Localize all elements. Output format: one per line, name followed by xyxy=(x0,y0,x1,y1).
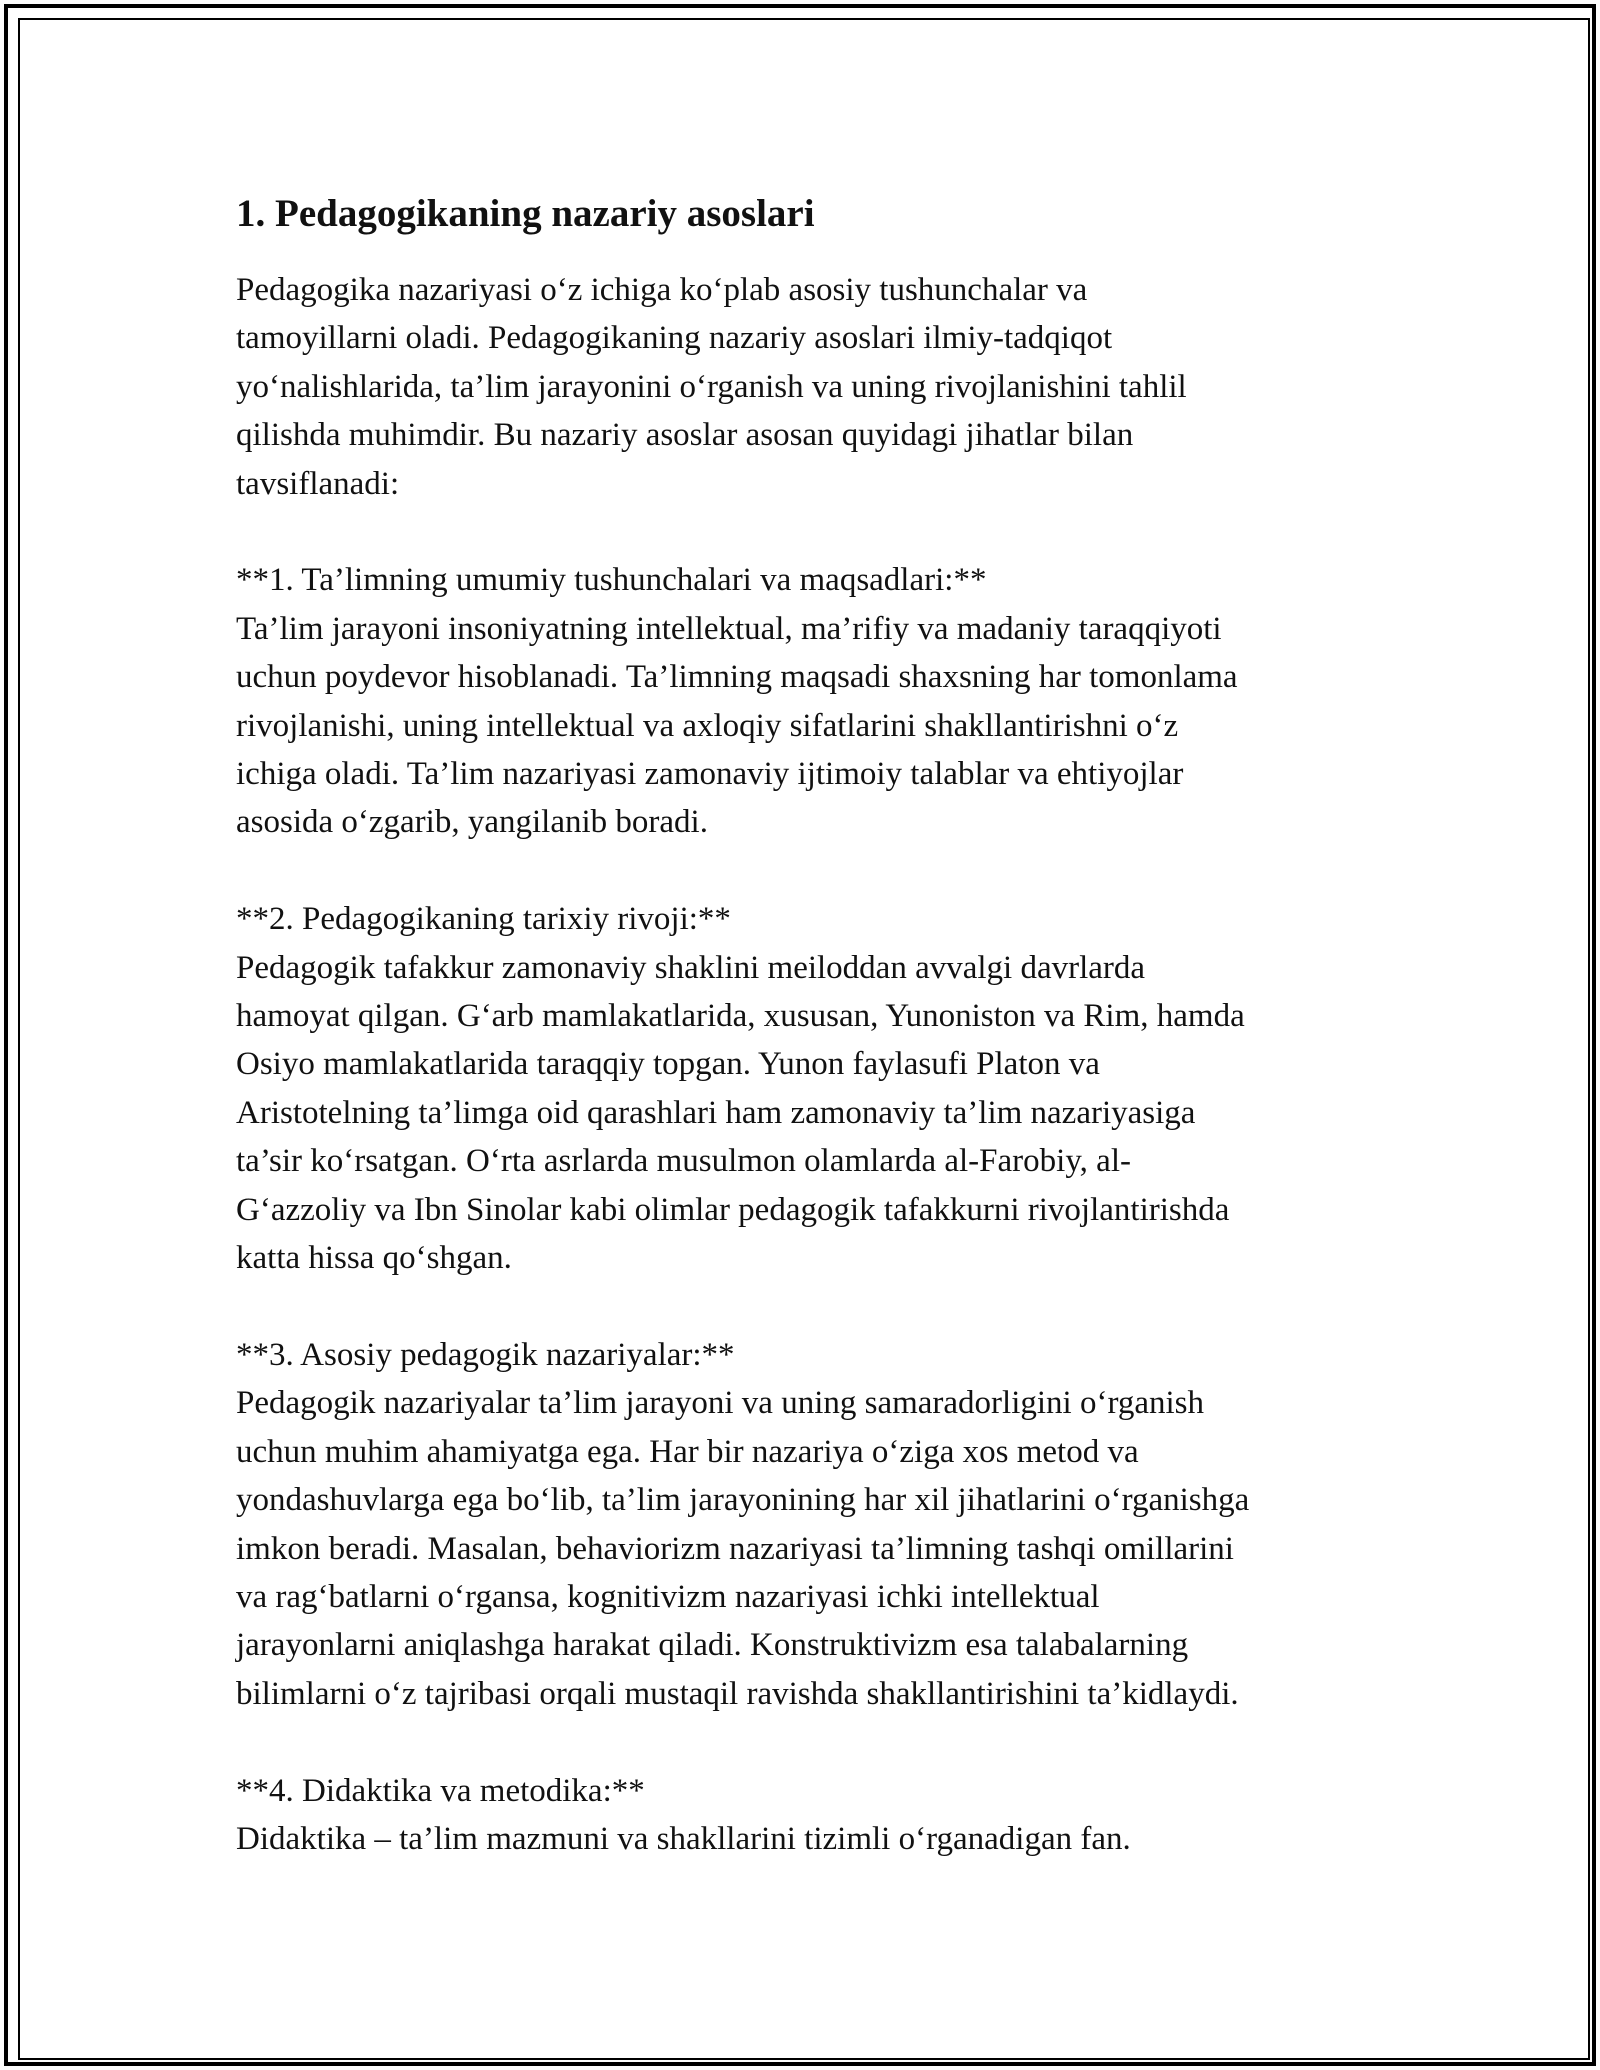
section-line: va rag‘batlarni o‘rgansa, kognitivizm nazariyasi ichki intellektual xyxy=(236,1578,1100,1615)
section-line: G‘azzoliy va Ibn Sinolar kabi olimlar pedagogik tafakkurni rivojlantirishda xyxy=(236,1191,1230,1228)
intro-line: tavsiflanadi: xyxy=(236,465,400,502)
paragraph-gap xyxy=(236,1718,1366,1766)
section-line: rivojlanishi, uning intellektual va axloqiy sifatlarini shakllantirishni o‘z xyxy=(236,707,1179,744)
section-line: Pedagogik nazariyalar ta’lim jarayoni va uning samaradorligini o‘rganish xyxy=(236,1385,1205,1422)
section-line: katta hissa qo‘shgan. xyxy=(236,1240,512,1277)
section-heading: **1. Ta’limning umumiy tushunchalari va maqsadlari:** xyxy=(236,562,987,599)
section-line: uchun poydevor hisoblanadi. Ta’limning maqsadi shaxsning har tomonlama xyxy=(236,659,1238,696)
section-line: hamoyat qilgan. G‘arb mamlakatlarida, xususan, Yunoniston va Rim, hamda xyxy=(236,998,1245,1035)
intro-line: tamoyillarni oladi. Pedagogikaning nazariy asoslari ilmiy-tadqiqot xyxy=(236,320,1113,357)
section-line: Aristotelning ta’limga oid qarashlari ham zamonaviy ta’lim nazariyasiga xyxy=(236,1094,1196,1131)
document-title: 1. Pedagogikaning nazariy asoslari xyxy=(236,192,815,235)
intro-paragraph xyxy=(236,266,1366,508)
section-4 xyxy=(236,1767,1366,1864)
section-line: Didaktika – ta’lim mazmuni va shakllarini tizimli o‘rganadigan fan. xyxy=(236,1820,1131,1857)
section-line: bilimlarni o‘z tajribasi orqali mustaqil ravishda shakllantirishini ta’kidlaydi. xyxy=(236,1675,1239,1712)
section-line: Osiyo mamlakatlarida taraqqiy topgan. Yunon faylasufi Platon va xyxy=(236,1046,1100,1083)
section-line: ta’sir ko‘rsatgan. O‘rta asrlarda musulmon olamlarda al-Farobiy, al- xyxy=(236,1143,1131,1180)
section-3 xyxy=(236,1331,1366,1718)
document-text xyxy=(236,266,1366,1863)
intro-line: qilishda muhimdir. Bu nazariy asoslar asosan quyidagi jihatlar bilan xyxy=(236,417,1134,454)
paragraph-gap xyxy=(236,847,1366,895)
section-line: ichiga oladi. Ta’lim nazariyasi zamonaviy ijtimoiy talablar va ehtiyojlar xyxy=(236,756,1184,793)
section-heading: **3. Asosiy pedagogik nazariyalar:** xyxy=(236,1336,735,1373)
section-line: yondashuvlarga ega bo‘lib, ta’lim jarayonining har xil jihatlarini o‘rganishga xyxy=(236,1482,1250,1519)
paragraph-gap xyxy=(236,508,1366,556)
section-line: Pedagogik tafakkur zamonaviy shaklini meiloddan avvalgi davrlarda xyxy=(236,949,1146,986)
intro-line: yo‘nalishlarida, ta’lim jarayonini o‘rganish va uning rivojlanishini tahlil xyxy=(236,368,1187,405)
intro-line: Pedagogika nazariyasi o‘z ichiga ko‘plab asosiy tushunchalar va xyxy=(236,272,1088,308)
section-line: uchun muhim ahamiyatga ega. Har bir nazariya o‘ziga xos metod va xyxy=(236,1433,1139,1470)
section-line: asosida o‘zgarib, yangilanib boradi. xyxy=(236,804,708,841)
paragraph-gap xyxy=(236,1283,1366,1331)
document-body xyxy=(236,186,1366,1863)
section-2 xyxy=(236,895,1366,1282)
section-line: jarayonlarni aniqlashga harakat qiladi. Konstruktivizm esa talabalarning xyxy=(236,1627,1189,1664)
section-1 xyxy=(236,556,1366,846)
section-heading: **4. Didaktika va metodika:** xyxy=(236,1772,645,1809)
section-heading: **2. Pedagogikaning tarixiy rivoji:** xyxy=(236,901,731,938)
section-line: imkon beradi. Masalan, behaviorizm nazariyasi ta’limning tashqi omillarini xyxy=(236,1530,1234,1567)
section-line: Ta’lim jarayoni insoniyatning intellektual, ma’rifiy va madaniy taraqqiyoti xyxy=(236,610,1222,647)
